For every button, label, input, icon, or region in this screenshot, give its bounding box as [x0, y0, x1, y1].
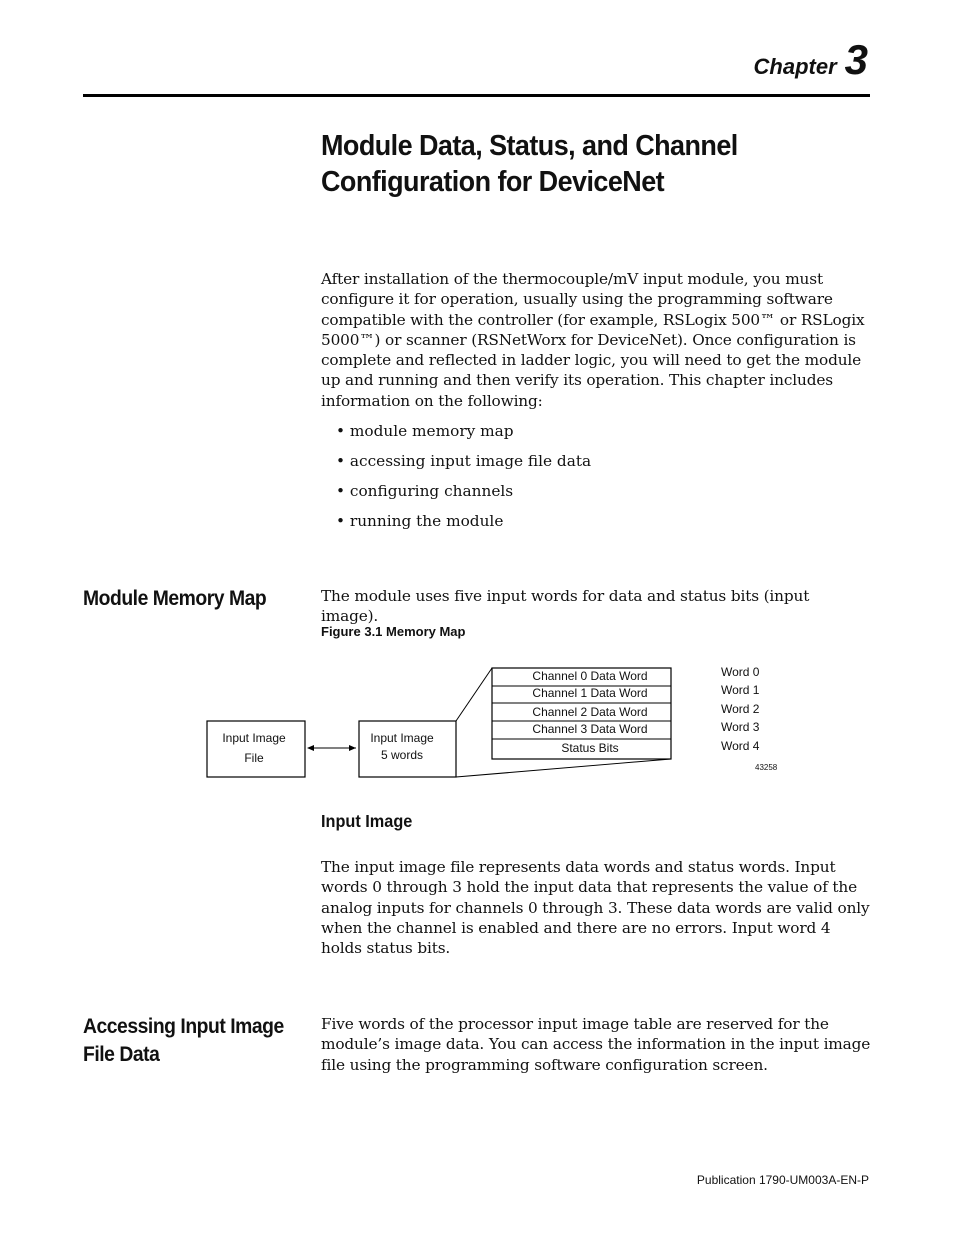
figure-id: 43258 [755, 763, 778, 772]
file-box-label: Input Image [222, 731, 286, 745]
word-table [492, 668, 671, 759]
file-box-label: File [244, 751, 264, 765]
word-cell: Channel 0 Data Word [532, 669, 648, 683]
intro-paragraph: After installation of the thermocouple/mV input module, you must configure it for operation, usually using the programming software compatible with the controller (for example, RSLogix 500™ or RSLogix 5000™) or scanner (RSNetWorx for DeviceNet). Once configuration is complete and reflected in ladder logic, you will need to get the module up and running and then verify its operation. This chapter includes information on the following: [321, 270, 865, 410]
chapter-label: Chapter [753, 54, 837, 79]
expand-line-top [456, 668, 492, 721]
word-label: Word 0 [721, 665, 760, 679]
topic-list [336, 420, 591, 540]
expand-line-bottom [456, 759, 671, 777]
chapter-header [754, 36, 868, 84]
list-item: • running the module [336, 510, 591, 540]
word-cell: Status Bits [561, 741, 619, 755]
heading-line: File Data [83, 1043, 160, 1066]
list-item: • accessing input image file data [336, 450, 591, 480]
page-title: Module Data, Status, and Channel Configuration for DeviceNet [321, 130, 738, 198]
heading-line: Accessing Input Image [83, 1015, 284, 1038]
image-box-label: Input Image [370, 731, 434, 745]
list-item: • module memory map [336, 420, 591, 450]
input-image-box [359, 721, 456, 777]
list-item: • configuring channels [336, 480, 591, 510]
chapter-number: 3 [844, 36, 868, 83]
input-image-paragraph: The input image file represents data words and status words. Input words 0 through 3 hold the input data that represents the value of the analog inputs for channels 0 through 3. These data words are valid only when the channel is enabled and there are no errors. Input word 4 holds status bits. [321, 858, 870, 958]
section-heading-memory-map: Module Memory Map [83, 587, 267, 610]
word-cell: Channel 3 Data Word [532, 722, 648, 736]
subheading-input-image: Input Image [321, 811, 413, 831]
input-image-file-box [207, 721, 305, 777]
word-label: Word 2 [721, 702, 760, 716]
word-cell: Channel 1 Data Word [532, 686, 648, 700]
word-label: Word 4 [721, 739, 760, 753]
word-cell: Channel 2 Data Word [532, 705, 648, 719]
section-heading-accessing [83, 1013, 284, 1069]
header-rule [83, 94, 870, 97]
accessing-paragraph: Five words of the processor input image table are reserved for the module’s image data. You can access the information in the input image file using the programming software configuration screen. [321, 1015, 871, 1074]
word-label: Word 1 [721, 683, 760, 697]
figure-caption: Figure 3.1 Memory Map [321, 624, 466, 639]
word-label: Word 3 [721, 720, 760, 734]
footer-publication: Publication 1790-UM003A-EN-P [696, 1173, 869, 1187]
image-box-label: 5 words [380, 748, 424, 762]
memory-map-paragraph: The module uses five input words for data and status bits (input image). [321, 587, 810, 626]
